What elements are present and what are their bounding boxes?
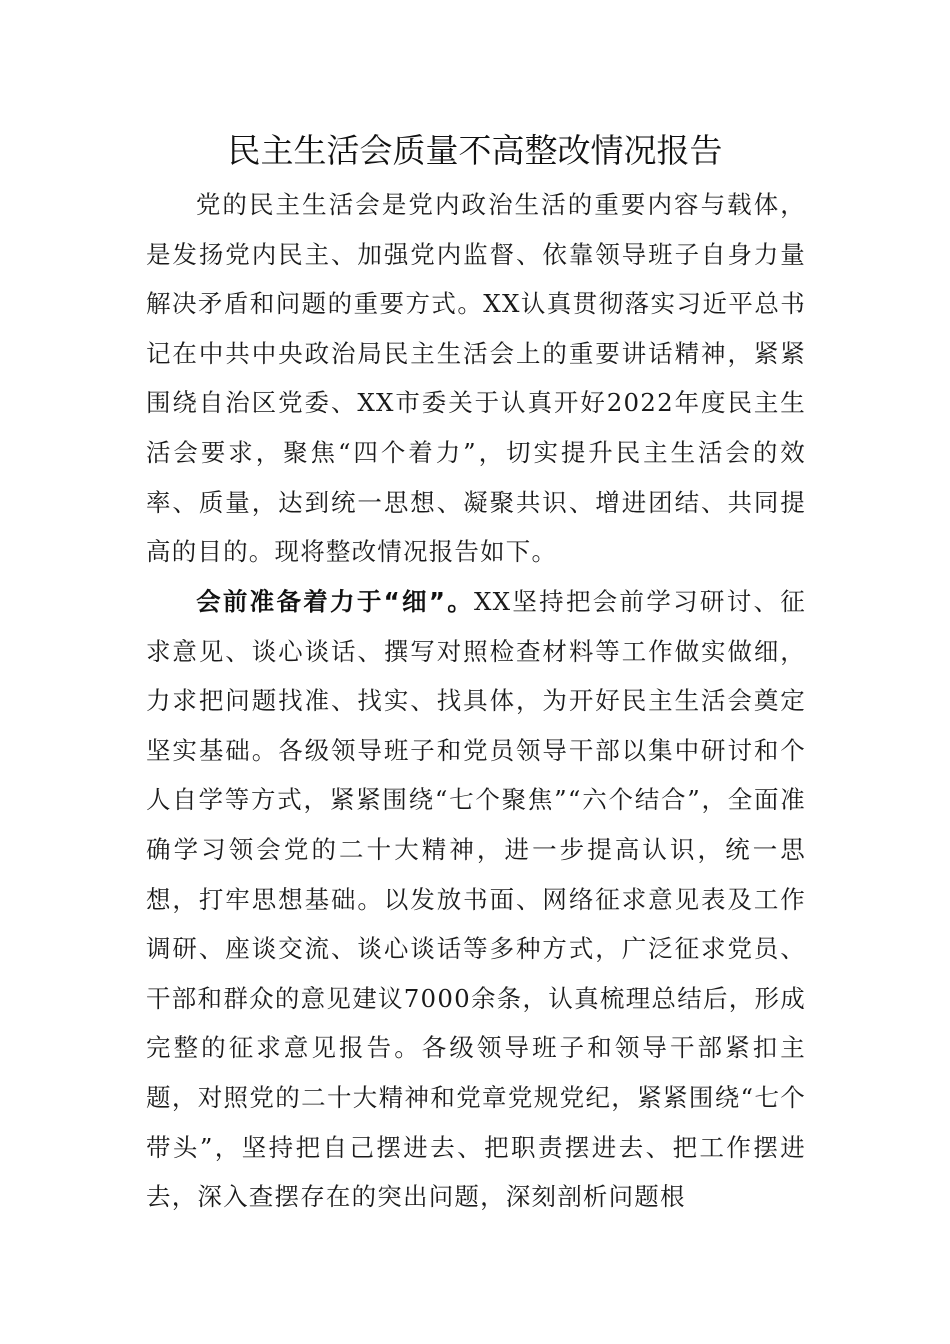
- paragraph-intro-text: 党的民主生活会是党内政治生活的重要内容与载体，是发扬党内民主、加强党内监督、依靠领导班子自身力量解决矛盾和问题的重要方式。XX认真贯彻落实习近平总书记在中共中央政治局民主生活会上的重要讲话精神，紧紧围绕自治区党委、XX市委关于认真开好2022年度民主生活会要求，聚焦“四个着力”，切实提升民主生活会的效率、质量，达到统一思想、凝聚共识、增进团结、共同提高的目的。现将整改情况报告如下。: [146, 190, 806, 567]
- paragraph-preparation: [146, 577, 806, 1222]
- paragraph-preparation-text: XX坚持把会前学习研讨、征求意见、谈心谈话、撰写对照检查材料等工作做实做细，力求把问题找准、找实、找具体，为开好民主生活会奠定坚实基础。各级领导班子和党员领导干部以集中研讨和个人自学等方式，紧紧围绕“七个聚焦”“六个结合”，全面准确学习领会党的二十大精神，进一步提高认识，统一思想，打牢思想基础。以发放书面、网络征求意见表及工作调研、座谈交流、谈心谈话等多种方式，广泛征求党员、干部和群众的意见建议7000余条，认真梳理总结后，形成完整的征求意见报告。各级领导班子和领导干部紧扣主题，对照党的二十大精神和党章党规党纪，紧紧围绕“七个带头”，坚持把自己摆进去、把职责摆进去、把工作摆进去，深入查摆存在的突出问题，深刻剖析问题根: [146, 587, 807, 1212]
- document-title: 民主生活会质量不高整改情况报告: [227, 131, 723, 170]
- paragraph-intro: [146, 180, 806, 577]
- paragraph-preparation-heading: 会前准备着力于“细”。: [195, 587, 475, 616]
